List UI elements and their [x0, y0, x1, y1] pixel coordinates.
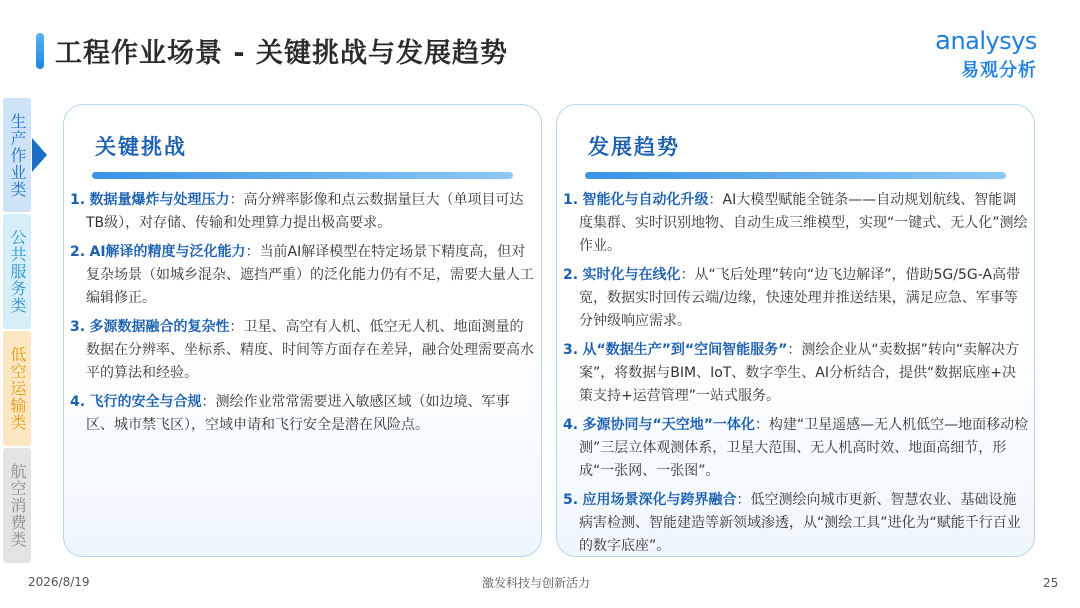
logo-english: analysys	[935, 26, 1037, 56]
logo-chinese: 易观分析	[961, 60, 1037, 81]
heading-underline	[585, 172, 1006, 179]
analysys-logo	[935, 26, 1053, 82]
tab-production[interactable]: 生产作业类	[3, 98, 31, 212]
list-item: 5. 应用场景深化与跨界融合：低空测绘向城市更新、智慧农业、基础设施病害检测、智能建造等新领域渗透，从“测绘工具”进化为“赋能千行百业的数字底座”。	[563, 492, 1021, 554]
footer-date: 2026/8/19	[28, 575, 90, 589]
title-accent-bar	[36, 33, 44, 69]
list-item: 1. 智能化与自动化升级：AI大模型赋能全链条——自动规划航线、智能调度集群、实时识别地物、自动生成三维模型，实现“一键式、无人化”测绘作业。	[563, 192, 1028, 254]
list-item: 2. AI解译的精度与泛化能力：当前AI解译模型在特定场景下精度高，但对复杂场景（如城乡混杂、遮挡严重）的泛化能力仍有不足，需要大量人工编辑修正。	[70, 244, 534, 306]
trends-panel	[556, 104, 1035, 557]
tab-low-altitude-transport[interactable]: 低空运输类	[3, 331, 31, 446]
tab-public-service[interactable]: 公共服务类	[3, 214, 31, 329]
tab-aviation-consumption[interactable]: 航空消费类	[3, 448, 31, 563]
footer-slogan: 激发科技与创新活力	[482, 576, 591, 590]
page-number: 25	[1043, 576, 1059, 590]
challenges-heading: 关键挑战	[95, 135, 187, 159]
list-item: 3. 多源数据融合的复杂性：卫星、高空有人机、低空无人机、地面测量的数据在分辨率、坐标系、精度、时间等方面存在差异，融合处理需要高水平的算法和经验。	[70, 319, 534, 381]
heading-underline	[92, 172, 513, 179]
trends-heading: 发展趋势	[588, 135, 680, 159]
active-tab-arrow-icon	[32, 138, 47, 172]
list-item: 3. 从“数据生产”到“空间智能服务”：测绘企业从“卖数据”转向“卖解决方案”，将数据与BIM、IoT、数字孪生、AI分析结合，提供“数据底座+决策支持+运营管理”一站式服务。	[563, 342, 1020, 404]
list-item: 4. 飞行的安全与合规：测绘作业常常需要进入敏感区域（如边境、军事区、城市禁飞区），空域申请和飞行安全是潜在风险点。	[70, 394, 510, 433]
challenges-panel	[63, 104, 542, 557]
trends-list	[563, 189, 1029, 564]
list-item: 1. 数据量爆炸与处理压力：高分辨率影像和点云数据量巨大（单项目可达TB级），对存储、传输和处理算力提出极高要求。	[70, 192, 524, 231]
challenges-list	[70, 189, 536, 443]
page-title: 工程作业场景 - 关键挑战与发展趋势	[55, 38, 509, 69]
list-item: 2. 实时化与在线化：从“飞后处理”转向“边飞边解译”，借助5G/5G-A高带宽，数据实时回传云端/边缘，快速处理并推送结果，满足应急、军事等分钟级响应需求。	[563, 267, 1021, 329]
list-item: 4. 多源协同与“天空地”一体化：构建“卫星遥感—无人机低空—地面移动检测”三层立体观测体系，卫星大范围、无人机高时效、地面高细节，形成“一张网、一张图”。	[563, 417, 1029, 479]
